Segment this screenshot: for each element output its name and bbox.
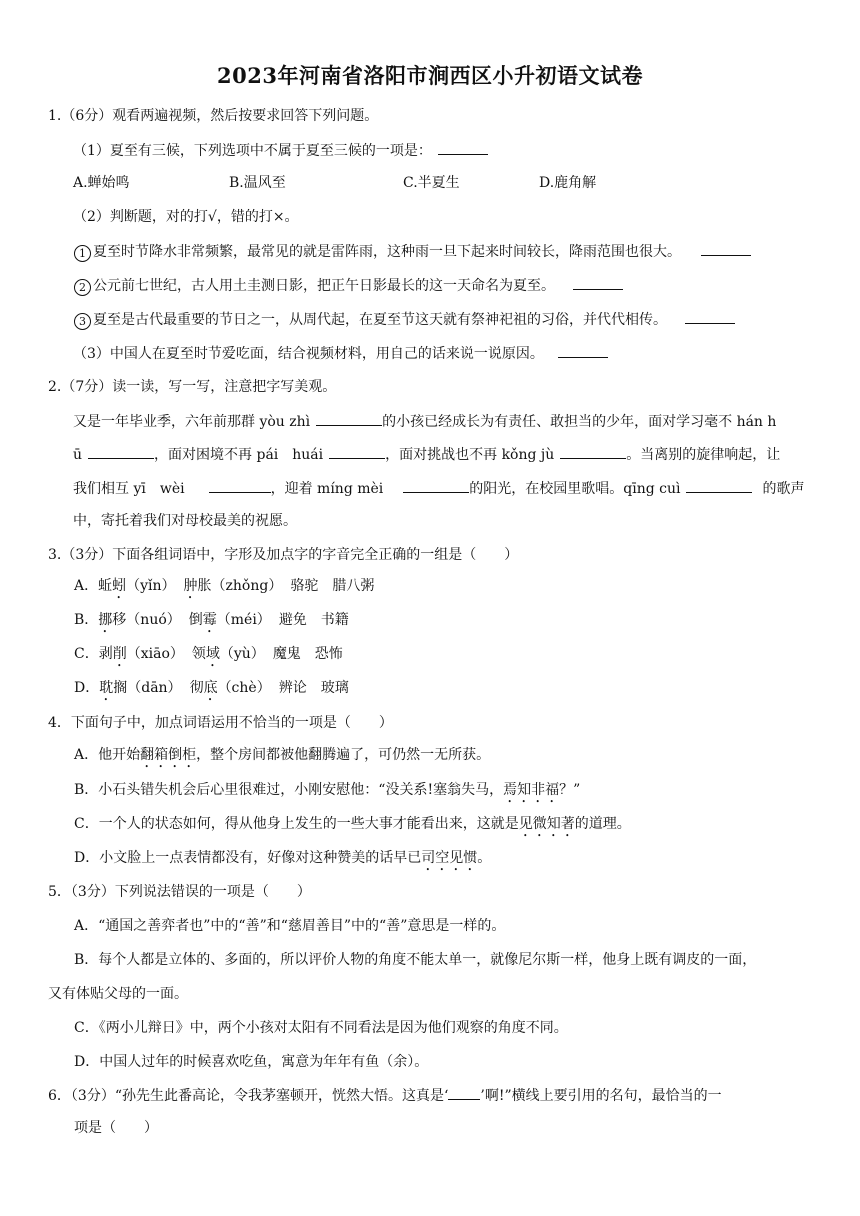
q2-text: 的小孩已经成长为有责任、敢担当的少年，面对学习毫不 hán h	[382, 414, 777, 430]
pinyin: （dān）	[127, 680, 182, 696]
dotted-char: 削	[112, 646, 127, 662]
option-letter: D．	[74, 680, 100, 696]
q5-option-a[interactable]: A．“通国之善弈者也”中的“善”和“慈眉善目”中的“善”意思是一样的。	[74, 918, 506, 934]
sentence-text: 。	[477, 850, 492, 866]
sentence-text: D．小文脸上一点表情都没有，好像对这种赞美的话早已	[74, 850, 422, 866]
option-c[interactable]: C.半夏生	[403, 175, 460, 191]
word-char: 移	[112, 612, 127, 628]
q1-options	[73, 173, 673, 193]
q2-stem: 2.（7分）读一读，写一写，注意把字写美观。	[48, 379, 337, 395]
q5-option-b-line1[interactable]: B．每个人都是立体的、多面的，所以评价人物的角度不能太单一，就像尼尔斯一样，他身上既有调皮的一面，	[74, 952, 757, 968]
dotted-char: 蚓	[112, 578, 127, 594]
pinyin: （yù）	[219, 646, 265, 662]
pinyin-blank[interactable]	[209, 478, 271, 493]
q2-text: 的阳光，在校园里歌唱。qīng cuì	[469, 481, 681, 497]
dotted-phrase: 见微知著	[518, 816, 575, 832]
q2-text: 又是一年毕业季，六年前那群 yòu zhì	[73, 414, 311, 430]
q2-text: 的歌声	[762, 481, 805, 497]
circled-number: 1	[74, 245, 91, 262]
q4-option-a[interactable]	[74, 745, 490, 771]
word-char: 剥	[98, 646, 113, 662]
q6-text: ’啊!”横线上要引用的名句，最恰当的一	[480, 1088, 722, 1104]
pinyin: （méi）	[216, 612, 271, 628]
q4-option-b[interactable]	[74, 780, 580, 806]
q3-option-b[interactable]	[74, 610, 349, 636]
sentence-text: 的道理。	[574, 816, 631, 832]
pinyin-blank[interactable]	[686, 478, 752, 493]
dotted-char: 肿	[183, 578, 198, 594]
answer-blank[interactable]	[448, 1085, 480, 1100]
answer-blank[interactable]	[701, 241, 751, 256]
pinyin-blank[interactable]	[560, 444, 626, 459]
q1-sub1-text: （1）夏至有三候，下列选项中不属于夏至三候的一项是：	[73, 143, 432, 159]
q2-line-4: 中，寄托着我们对母校最美的祝愿。	[73, 513, 297, 529]
word-char: 彻	[189, 680, 204, 696]
sentence-text: ，整个房间都被他翻腾遍了，可仍然一无所获。	[196, 747, 491, 763]
option-letter: C．	[74, 646, 99, 662]
q2-text: 我们相互 yī wèi	[73, 481, 185, 497]
judge-item-1	[74, 241, 751, 262]
page-title: 2023年河南省洛阳市涧西区小升初语文试卷	[217, 63, 643, 88]
q6-text: 6．（3分）“孙先生此番高论，令我茅塞顿开，恍然大悟。这真是‘	[48, 1088, 449, 1104]
q3-option-d[interactable]	[74, 678, 349, 704]
word-char: 倒	[188, 612, 203, 628]
q5-option-d[interactable]: D．中国人过年的时候喜欢吃鱼，寓意为年年有鱼（余）。	[74, 1054, 429, 1070]
q5-stem: 5．（3分）下列说法错误的一项是（ ）	[48, 884, 311, 900]
judge-text: 夏至是古代最重要的节日之一，从周代起，在夏至节这天就有祭神祀祖的习俗，并代代相传。	[93, 312, 667, 328]
judge-text: 公元前七世纪，古人用土圭测日影，把正午日影最长的这一天命名为夏至。	[93, 278, 555, 294]
q1-sub2: （2）判断题，对的打√，错的打×。	[73, 209, 299, 225]
pinyin: （chè）	[217, 680, 271, 696]
q2-text: ，迎着 míng mèi	[270, 481, 384, 497]
word-list: 辨论 玻璃	[278, 680, 349, 696]
pinyin: （zhǒng）	[211, 578, 283, 594]
q1-sub3	[73, 343, 608, 364]
q5-option-c[interactable]: C．《两小儿辩日》中，两个小孩对太阳有不同看法是因为他们观察的角度不同。	[74, 1020, 568, 1036]
dotted-char: 底	[203, 680, 218, 696]
q1-sub3-text: （3）中国人在夏至时节爱吃面，结合视频材料，用自己的话来说一说原因。	[73, 346, 544, 362]
q1-sub1	[73, 140, 488, 161]
judge-item-3	[74, 309, 735, 330]
answer-blank[interactable]	[438, 140, 488, 155]
pinyin-blank[interactable]	[329, 444, 385, 459]
q5-option-b-line2[interactable]: 又有体贴父母的一面。	[48, 986, 188, 1002]
pinyin-blank[interactable]	[316, 411, 382, 426]
q2-line-1	[73, 411, 776, 432]
answer-blank[interactable]	[558, 343, 608, 358]
q4-option-c[interactable]	[74, 814, 631, 840]
q2-line-3	[73, 478, 804, 499]
dotted-char: 挪	[98, 612, 113, 628]
word-char: 胀	[197, 578, 212, 594]
q4-option-d[interactable]	[74, 848, 491, 874]
pinyin: （yǐn）	[126, 578, 176, 594]
sentence-text: B．小石头错失机会后心里很难过，小刚安慰他：“没关系!塞翁失马，	[74, 782, 504, 798]
q2-line-2	[73, 444, 780, 465]
dotted-phrase: 焉知非福	[503, 782, 560, 798]
q2-text: ū	[73, 447, 83, 463]
pinyin: （xiāo）	[126, 646, 184, 662]
q4-stem: 4．下面句子中，加点词语运用不恰当的一项是（ ）	[48, 715, 393, 731]
dotted-char: 霉	[202, 612, 217, 628]
pinyin: （nuó）	[126, 612, 181, 628]
sentence-text: ？”	[559, 782, 581, 798]
sentence-text: A．他开始	[74, 747, 141, 763]
option-a[interactable]: A.蝉始鸣	[73, 175, 130, 191]
q2-text: ，面对挑战也不再 kǒng jù	[385, 447, 555, 463]
word-char: 搁	[113, 680, 128, 696]
word-char: 领	[191, 646, 206, 662]
sentence-text: C．一个人的状态如何，得从他身上发生的一些大事才能看出来，这就是	[74, 816, 519, 832]
q3-stem: 3.（3分）下面各组词语中，字形及加点字的字音完全正确的一组是（ ）	[48, 547, 519, 563]
judge-item-2	[74, 275, 623, 296]
word-char: 蚯	[98, 578, 113, 594]
option-letter: B．	[74, 612, 99, 628]
answer-blank[interactable]	[685, 309, 735, 324]
circled-number: 2	[74, 279, 91, 296]
answer-blank[interactable]	[573, 275, 623, 290]
dotted-char: 耽	[99, 680, 114, 696]
dotted-char: 域	[205, 646, 220, 662]
q6-stem-line1	[48, 1085, 722, 1106]
word-list: 避免 书籍	[278, 612, 349, 628]
q1-stem: 1.（6分）观看两遍视频，然后按要求回答下列问题。	[48, 108, 379, 124]
option-letter: A．	[74, 578, 99, 594]
q3-option-c[interactable]	[74, 644, 343, 670]
dotted-phrase: 司空见惯	[421, 850, 478, 866]
circled-number: 3	[74, 313, 91, 330]
option-b[interactable]: B.温风至	[229, 175, 286, 191]
dotted-phrase: 翻箱倒柜	[140, 747, 197, 763]
pinyin-blank[interactable]	[403, 478, 469, 493]
q3-option-a[interactable]	[74, 576, 374, 602]
q6-stem-line2: 项是（ ）	[74, 1120, 158, 1136]
option-d[interactable]: D.鹿角解	[539, 175, 597, 191]
q2-text: ，面对困境不再 pái huái	[154, 447, 324, 463]
word-list: 魔鬼 恐怖	[272, 646, 343, 662]
pinyin-blank[interactable]	[88, 444, 154, 459]
q2-text: 。当离别的旋律响起，让	[626, 447, 781, 463]
word-list: 骆驼 腊八粥	[290, 578, 375, 594]
judge-text: 夏至时节降水非常频繁，最常见的就是雷阵雨，这种雨一旦下起来时间较长，降雨范围也很大。	[93, 244, 681, 260]
